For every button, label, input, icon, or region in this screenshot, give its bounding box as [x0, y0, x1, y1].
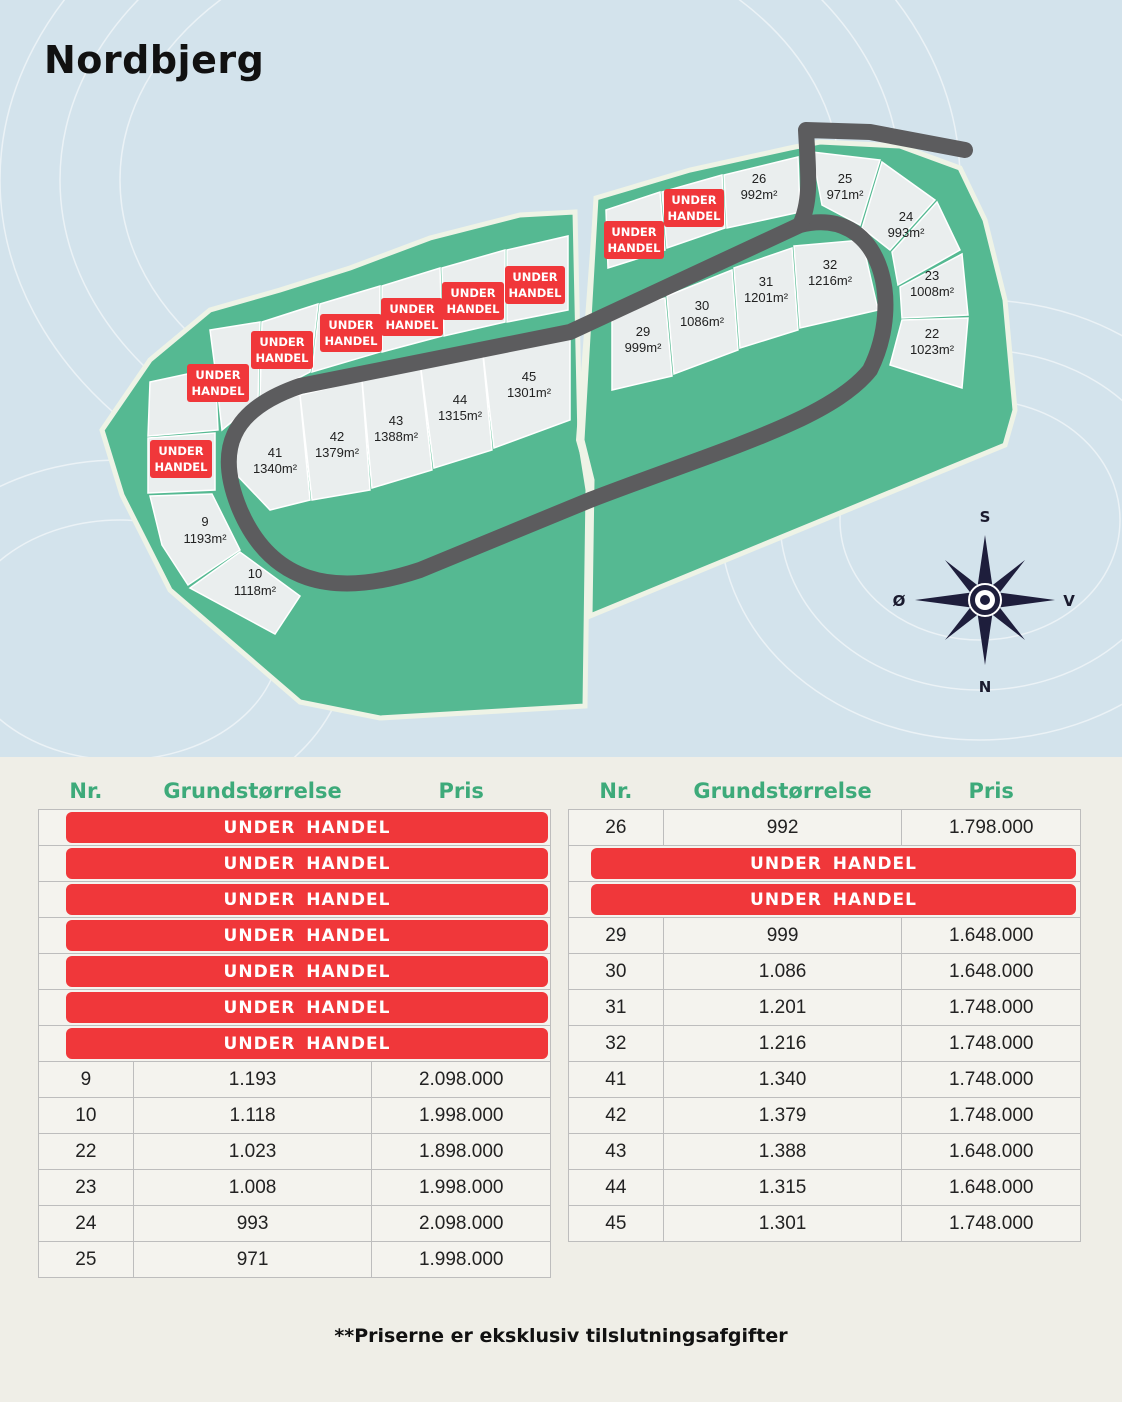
header-size: Grundstørrelse	[163, 779, 342, 803]
price-table-left	[38, 773, 551, 1278]
plot-23-nr: 23	[924, 268, 940, 283]
table-row-under-handel	[39, 810, 551, 846]
cell-price: 1.748.000	[902, 1062, 1081, 1098]
header-size: Grundstørrelse	[693, 779, 872, 803]
cell-size: 1.301	[663, 1206, 902, 1242]
cell-size: 1.118	[133, 1098, 372, 1134]
map-badge	[187, 364, 249, 402]
badge-line1: UNDER	[195, 368, 241, 382]
under-handel-cell	[39, 918, 551, 954]
cell-price: 1.998.000	[372, 1098, 551, 1134]
cell-size: 992	[663, 810, 902, 846]
cell-nr: 42	[569, 1098, 664, 1134]
plot-31-area: 1201m²	[743, 290, 789, 305]
plot-29-area: 999m²	[624, 340, 662, 355]
badge-line1: UNDER	[389, 302, 435, 316]
table-row	[569, 1170, 1081, 1206]
cell-size: 1.315	[663, 1170, 902, 1206]
cell-nr: 30	[569, 954, 664, 990]
cell-size: 1.379	[663, 1098, 902, 1134]
cell-nr: 45	[569, 1206, 664, 1242]
cell-price: 1.648.000	[902, 954, 1081, 990]
plot-42-nr: 42	[329, 429, 345, 444]
plot-42-area: 1379m²	[314, 445, 360, 460]
badge-line2: HANDEL	[154, 460, 208, 474]
footnote: **Priserne er eksklusiv tilslutningsafgifter	[334, 1325, 788, 1347]
plot-26-nr: 26	[751, 171, 767, 186]
under-handel-badge: UNDER HANDEL	[66, 992, 548, 1023]
map-badge	[442, 282, 504, 320]
under-handel-cell	[39, 1026, 551, 1062]
cell-nr: 29	[569, 918, 664, 954]
compass-bottom: N	[978, 678, 992, 696]
plot-43-nr: 43	[388, 413, 404, 428]
cell-price: 1.648.000	[902, 918, 1081, 954]
badge-line1: UNDER	[450, 286, 496, 300]
under-handel-badge: UNDER HANDEL	[591, 848, 1076, 879]
under-handel-cell	[569, 846, 1081, 882]
plot-30-nr: 30	[694, 298, 710, 313]
cell-nr: 32	[569, 1026, 664, 1062]
table-row	[569, 1206, 1081, 1242]
header-nr: Nr.	[69, 779, 103, 803]
table-row	[39, 1134, 551, 1170]
cell-price: 1.798.000	[902, 810, 1081, 846]
plot-45-area: 1301m²	[506, 385, 552, 400]
badge-line1: UNDER	[611, 225, 657, 239]
table-row-under-handel	[39, 846, 551, 882]
plot-24-area: 993m²	[887, 225, 925, 240]
cell-nr: 43	[569, 1134, 664, 1170]
page-title: Nordbjerg	[44, 38, 265, 82]
map-badge	[664, 189, 724, 227]
cell-price: 1.748.000	[902, 1026, 1081, 1062]
cell-nr: 22	[39, 1134, 134, 1170]
table-row-under-handel	[569, 882, 1081, 918]
plot-22-area: 1023m²	[909, 342, 955, 357]
cell-size: 1.201	[663, 990, 902, 1026]
table-row-under-handel	[39, 882, 551, 918]
cell-price: 1.648.000	[902, 1170, 1081, 1206]
table-row-under-handel	[39, 990, 551, 1026]
plot-10-nr: 10	[247, 566, 263, 581]
price-table-right	[568, 773, 1081, 1242]
cell-price: 1.748.000	[902, 990, 1081, 1026]
plot-43-area: 1388m²	[373, 429, 419, 444]
compass-rose-icon	[893, 508, 1076, 696]
cell-size: 971	[133, 1242, 372, 1278]
plot-30-area: 1086m²	[679, 314, 725, 329]
plot-10-area: 1118m²	[233, 583, 277, 598]
table-row	[39, 1062, 551, 1098]
cell-nr: 41	[569, 1062, 664, 1098]
cell-nr: 10	[39, 1098, 134, 1134]
under-handel-badge: UNDER HANDEL	[66, 920, 548, 951]
cell-price: 1.998.000	[372, 1170, 551, 1206]
badge-line2: HANDEL	[324, 334, 378, 348]
cell-nr: 24	[39, 1206, 134, 1242]
map-badge	[251, 331, 313, 369]
under-handel-cell	[39, 846, 551, 882]
plot-32-area: 1216m²	[807, 273, 853, 288]
cell-price: 1.748.000	[902, 1098, 1081, 1134]
cell-price: 1.648.000	[902, 1134, 1081, 1170]
compass-right: V	[1063, 592, 1075, 610]
under-handel-badge: UNDER HANDEL	[66, 884, 548, 915]
table-row-under-handel	[39, 1026, 551, 1062]
table-row	[569, 1062, 1081, 1098]
header-price: Pris	[438, 779, 484, 803]
under-handel-badge: UNDER HANDEL	[66, 956, 548, 987]
plot-32-nr: 32	[822, 257, 838, 272]
badge-line1: UNDER	[259, 335, 305, 349]
under-handel-badge: UNDER HANDEL	[66, 1028, 548, 1059]
plot-9-nr: 9	[201, 514, 209, 529]
header-nr: Nr.	[599, 779, 633, 803]
cell-size: 1.216	[663, 1026, 902, 1062]
map-badge	[150, 440, 212, 478]
under-handel-badge: UNDER HANDEL	[66, 812, 548, 843]
under-handel-cell	[569, 882, 1081, 918]
cell-size: 1.193	[133, 1062, 372, 1098]
badge-line1: UNDER	[512, 270, 558, 284]
cell-price: 1.998.000	[372, 1242, 551, 1278]
plot-24-nr: 24	[898, 209, 914, 224]
cell-size: 1.008	[133, 1170, 372, 1206]
cell-nr: 26	[569, 810, 664, 846]
cell-nr: 25	[39, 1242, 134, 1278]
map-badge	[381, 298, 443, 336]
table-row	[569, 1134, 1081, 1170]
plot-29-nr: 29	[635, 324, 651, 339]
under-handel-cell	[39, 810, 551, 846]
cell-nr: 9	[39, 1062, 134, 1098]
plot-25-nr: 25	[837, 171, 853, 186]
cell-size: 993	[133, 1206, 372, 1242]
cell-nr: 31	[569, 990, 664, 1026]
badge-line2: HANDEL	[385, 318, 439, 332]
table-row-under-handel	[569, 846, 1081, 882]
plot-25-area: 971m²	[826, 187, 864, 202]
badge-line1: UNDER	[328, 318, 374, 332]
badge-line2: HANDEL	[191, 384, 245, 398]
plot-26-area: 992m²	[740, 187, 778, 202]
map-badge	[505, 266, 565, 304]
table-row-under-handel	[39, 954, 551, 990]
table-row	[39, 1242, 551, 1278]
table-row	[569, 1026, 1081, 1062]
table-row	[39, 1098, 551, 1134]
cell-size: 999	[663, 918, 902, 954]
table-row	[39, 1206, 551, 1242]
cell-size: 1.388	[663, 1134, 902, 1170]
badge-line1: UNDER	[671, 193, 717, 207]
under-handel-badge: UNDER HANDEL	[591, 884, 1076, 915]
under-handel-cell	[39, 990, 551, 1026]
badge-line1: UNDER	[158, 444, 204, 458]
plot-41-area: 1340m²	[252, 461, 298, 476]
map-badge	[320, 314, 382, 352]
header-price: Pris	[968, 779, 1014, 803]
cell-price: 1.748.000	[902, 1206, 1081, 1242]
map-badge	[604, 221, 664, 259]
badge-line2: HANDEL	[255, 351, 309, 365]
table-row	[569, 1098, 1081, 1134]
plot-31-nr: 31	[758, 274, 774, 289]
table-row	[569, 918, 1081, 954]
cell-size: 1.086	[663, 954, 902, 990]
table-row-under-handel	[39, 918, 551, 954]
table-row	[569, 954, 1081, 990]
badge-line2: HANDEL	[508, 286, 562, 300]
cell-nr: 44	[569, 1170, 664, 1206]
cell-size: 1.340	[663, 1062, 902, 1098]
cell-size: 1.023	[133, 1134, 372, 1170]
cell-price: 1.898.000	[372, 1134, 551, 1170]
plot-44-area: 1315m²	[437, 408, 483, 423]
badge-line2: HANDEL	[446, 302, 500, 316]
plot-45-nr: 45	[521, 369, 537, 384]
table-row	[569, 990, 1081, 1026]
plot-41-nr: 41	[267, 445, 283, 460]
badge-line2: HANDEL	[667, 209, 721, 223]
under-handel-cell	[39, 954, 551, 990]
cell-price: 2.098.000	[372, 1062, 551, 1098]
plot-23-area: 1008m²	[909, 284, 955, 299]
table-row	[569, 810, 1081, 846]
compass-top: S	[979, 508, 991, 526]
plot-22-nr: 22	[924, 326, 940, 341]
cell-price: 2.098.000	[372, 1206, 551, 1242]
plot-9-area: 1193m²	[183, 531, 227, 546]
cell-nr: 23	[39, 1170, 134, 1206]
table-row	[39, 1170, 551, 1206]
under-handel-badge: UNDER HANDEL	[66, 848, 548, 879]
compass-left: Ø	[892, 592, 906, 610]
badge-line2: HANDEL	[607, 241, 661, 255]
under-handel-cell	[39, 882, 551, 918]
plot-44-nr: 44	[452, 392, 468, 407]
